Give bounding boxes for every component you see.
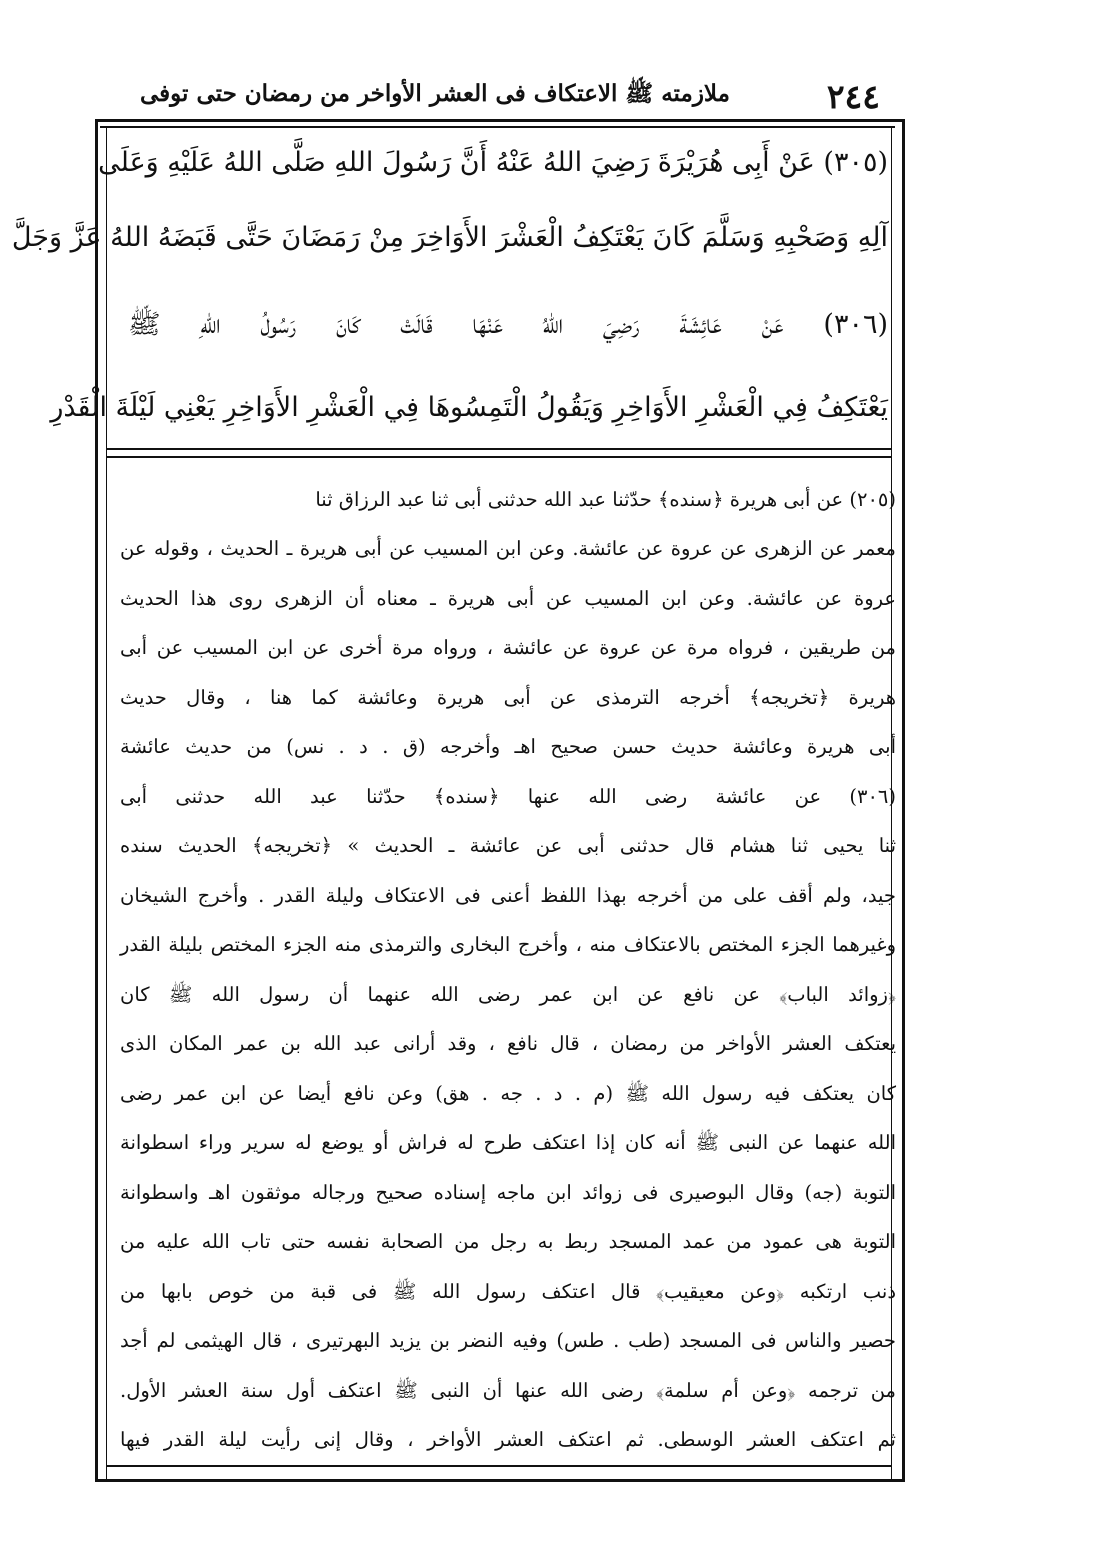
sharh-line: ذنب ارتكبه ﴿وعن معيقيب﴾ قال اعتكف رسول الله ﷺ فى قبة من خوص بابها من — [120, 1280, 896, 1303]
matn-line: يَعْتَكِفُ فِي الْعَشْرِ الأَوَاخِرِ وَيَقُولُ الْتَمِسُوهَا فِي الْعَشْرِ الأَوَاخِرِ يَعْنِي لَيْلَةَ الْقَدْرِ — [50, 392, 888, 423]
sharh-line: يعتكف العشر الأواخر من رمضان ، قال نافع ، وقد أرانى عبد الله بن عمر المكان الذى — [120, 1032, 896, 1055]
matn-line: (٣٠٦) عَنْ عَائِشَةَ رَضِيَ اللهُ عَنْهَا قَالَتْ كَانَ رَسُولُ اللهِ ﷺ — [128, 309, 888, 340]
sharh-line: وغيرهما الجزء المختص بالاعتكاف منه ، وأخرج البخارى والترمذى منه الجزء المختص بليلة القدر — [120, 933, 896, 956]
matn-line: آلِهِ وَصَحْبِهِ وَسَلَّمَ كَانَ يَعْتَكِفُ الْعَشْرَ الأَوَاخِرَ مِنْ رَمَضَانَ حَتَّى قَبَضَهُ اللهُ عَزَّ وَجَلَّ — [11, 222, 888, 253]
sharh-line: ثم اعتكف العشر الوسطى. ثم اعتكف العشر الأواخر ، وقال إنى رأيت ليلة القدر فيها — [120, 1428, 896, 1451]
frame-top-rule — [100, 126, 895, 128]
sharh-line: عروة عن عائشة. وعن ابن المسيب عن أبى هريرة ـ معناه أن الزهرى روى هذا الحديث — [120, 587, 896, 610]
frame-bottom-outer-rule — [95, 1479, 905, 1482]
sharh-line: معمر عن الزهرى عن عروة عن عائشة. وعن ابن المسيب عن أبى هريرة ـ الحديث ، وقوله عن — [120, 537, 896, 560]
sharh-line: ثنا يحيى ثنا هشام قال حدثنى أبى عن عائشة ـ الحديث » ﴿تخريجه﴾ الحديث سنده — [120, 834, 896, 857]
sharh-line: التوبة (جه) وقال البوصيرى فى زوائد ابن ماجه إسناده صحيح ورجاله موثقون اهـ واسطوانة — [120, 1181, 896, 1204]
sharh-line: أبى هريرة وعائشة حديث حسن صحيح اهـ وأخرجه (ق . د . نس) من حديث عائشة — [120, 735, 896, 758]
matn-separator-rule-2 — [107, 456, 891, 458]
header-title: ملازمته ﷺ الاعتكاف فى العشر الأواخر من رمضان حتى توفى — [140, 80, 730, 107]
frame-right-outer-border — [902, 119, 905, 1482]
frame-left-inner-border — [106, 126, 107, 1479]
frame-left-outer-border — [95, 119, 98, 1482]
sharh-line: هريرة ﴿تخريجه﴾ أخرجه الترمذى عن أبى هريرة وعائشة كما هنا ، وقال حديث — [120, 686, 896, 709]
header-rule — [95, 119, 905, 122]
sharh-line: حصير والناس فى المسجد (طب . طس) وفيه النضر بن يزيد البهرتيرى ، قال الهيثمى لم أجد — [120, 1329, 896, 1352]
page-number: ٢٤٤ — [826, 76, 880, 116]
sharh-line: الله عنهما عن النبى ﷺ أنه كان إذا اعتكف طرح له فراش أو يوضع له سرير وراء اسطوانة — [120, 1131, 896, 1154]
frame-bottom-inner-rule — [107, 1465, 891, 1467]
sharh-line: (٢٠٥) عن أبى هريرة ﴿سنده﴾ حدّثنا عبد الله حدثنى أبى ثنا عبد الرزاق ثنا — [315, 488, 896, 511]
matn-line: (٣٠٥) عَنْ أَبِى هُرَيْرَةَ رَضِيَ اللهُ عَنْهُ أَنَّ رَسُولَ اللهِ صَلَّى اللهُ عَلَيْهِ وَعَلَى — [98, 147, 888, 178]
sharh-line: جيد، ولم أقف على من أخرجه بهذا اللفظ أعنى فى الاعتكاف وليلة القدر . وأخرج الشيخان — [120, 884, 896, 907]
sharh-line: من طريقين ، فرواه مرة عن عروة عن عائشة ، ورواه مرة أخرى عن ابن المسيب عن أبى — [120, 636, 896, 659]
matn-separator-rule-1 — [107, 448, 891, 450]
sharh-line: (٣٠٦) عن عائشة رضى الله عنها ﴿سنده﴾ حدّثنا عبد الله حدثنى أبى — [120, 785, 896, 808]
running-header — [140, 72, 880, 120]
sharh-line: كان يعتكف فيه رسول الله ﷺ (م . د . جه . هق) وعن نافع أيضا عن ابن عمر رضى — [120, 1082, 896, 1105]
sharh-line: من ترجمه ﴿وعن أم سلمة﴾ رضى الله عنها أن النبى ﷺ اعتكف أول سنة العشر الأول. — [120, 1379, 896, 1402]
sharh-line: التوبة هى عمود من عمد المسجد ربط به رجل من الصحابة نفسه حتى تاب الله عليه من — [120, 1230, 896, 1253]
sharh-line: ﴿زوائد الباب﴾ عن نافع عن ابن عمر رضى الله عنهما أن رسول الله ﷺ كان — [120, 983, 896, 1006]
